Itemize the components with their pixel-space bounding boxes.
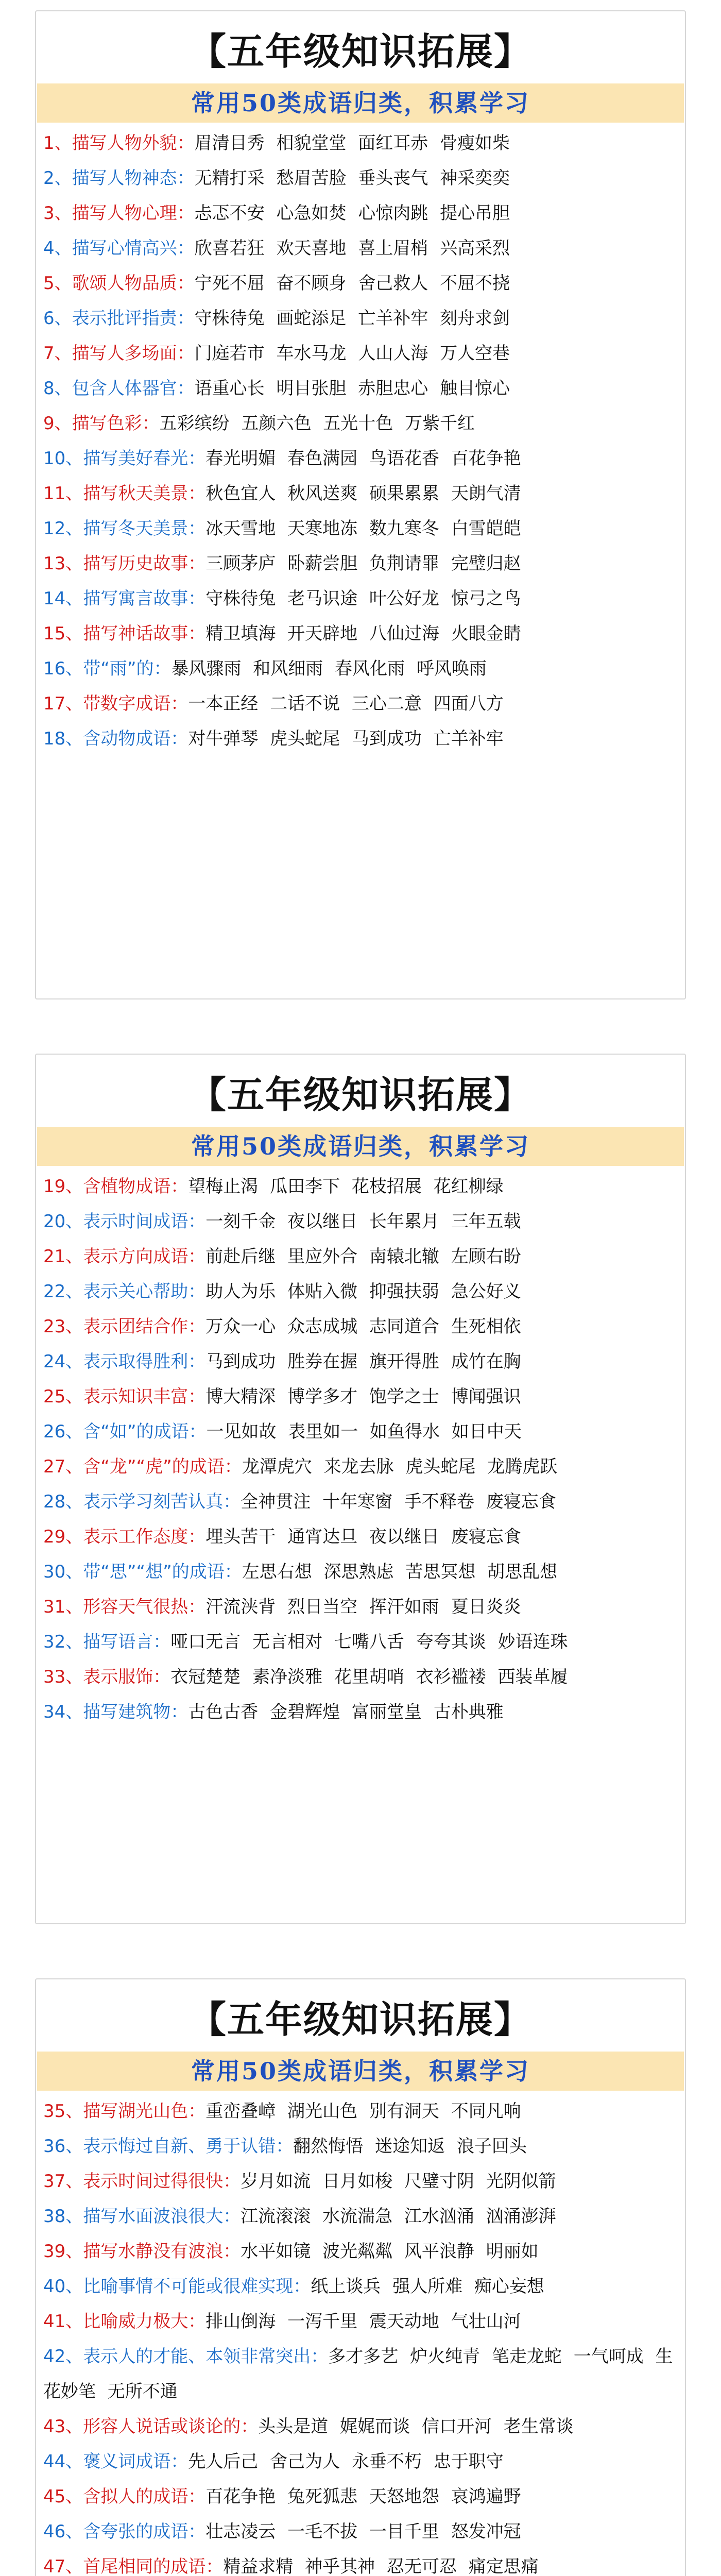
idiom-text: 眉清目秀 相貌堂堂 面红耳赤 骨瘦如柴 [194,133,510,154]
idiom-entry [43,1624,678,1659]
category-label: 15、描写神话故事： [43,623,206,644]
category-label: 13、描写历史故事： [43,553,206,574]
idiom-entry [43,1309,678,1344]
idiom-text: 五彩缤纷 五颜六色 五光十色 万紫千红 [159,413,475,434]
category-label: 19、含植物成语： [43,1176,188,1197]
idiom-entry [43,1414,678,1449]
idiom-entry [43,511,678,546]
category-label: 39、描写水静没有波浪： [43,2241,241,2262]
idiom-entry [43,2164,678,2199]
category-label: 14、描写寓言故事： [43,588,206,609]
idiom-text: 埋头苦干 通宵达旦 夜以继日 废寝忘食 [205,1527,521,1547]
category-label: 38、描写水面波浪很大： [43,2206,241,2227]
idiom-entry [43,371,678,406]
idiom-text: 龙潭虎穴 来龙去脉 虎头蛇尾 龙腾虎跃 [242,1456,558,1477]
subtitle-banner: 常用50类成语归类，积累学习 [37,1127,684,1166]
idiom-text: 博大精深 博学多才 饱学之士 博闻强识 [205,1386,521,1407]
idiom-text: 守株待兔 老马识途 叶公好龙 惊弓之鸟 [205,588,521,609]
category-label: 45、含拟人的成语： [43,2486,206,2507]
category-label: 6、表示批评指责： [43,308,195,329]
idiom-entry [43,2094,678,2129]
category-label: 23、表示团结合作： [43,1316,206,1337]
idiom-entry [43,1379,678,1414]
idiom-list [36,2091,685,2576]
idiom-text: 一刻千金 夜以继日 长年累月 三年五载 [205,1211,521,1232]
idiom-text: 汗流浃背 烈日当空 挥汗如雨 夏日炎炎 [205,1597,521,1617]
idiom-text: 左思右想 深思熟虑 苦思冥想 胡思乱想 [242,1562,558,1582]
idiom-text: 多才多艺 炉火纯青 笔走龙蛇 一气呵成 生花妙笔 无所不通 [43,2346,673,2402]
idiom-entry [43,161,678,196]
category-label: 16、带“雨”的： [43,658,171,679]
idiom-text: 重峦叠嶂 湖光山色 别有洞天 不同凡响 [205,2101,521,2122]
idiom-text: 壮志凌云 一毛不拔 一目千里 怒发冲冠 [205,2521,521,2542]
idiom-entry [43,581,678,616]
category-label: 46、含夸张的成语： [43,2521,206,2542]
idiom-entry [43,2269,678,2304]
idiom-entry [43,476,678,511]
category-label: 31、形容天气很热： [43,1597,206,1617]
idiom-text: 古色古香 金碧辉煌 富丽堂皇 古朴典雅 [188,1702,504,1722]
idiom-entry [43,1204,678,1239]
idiom-text: 对牛弹琴 虎头蛇尾 马到成功 亡羊补牢 [188,728,504,749]
category-label: 34、描写建筑物： [43,1702,188,1722]
category-label: 11、描写秋天美景： [43,483,206,504]
idiom-entry [43,2549,678,2576]
category-label: 4、描写心情高兴： [43,238,195,259]
category-label: 27、含“龙”“虎”的成语： [43,1456,242,1477]
category-label: 8、包含人体器官： [43,378,195,399]
category-label: 29、表示工作态度： [43,1527,206,1547]
idiom-text: 水平如镜 波光粼粼 风平浪静 明丽如 [241,2241,539,2262]
idiom-text: 忐忑不安 心急如焚 心惊肉跳 提心吊胆 [194,203,510,224]
idiom-entry [43,1169,678,1204]
idiom-text: 万众一心 众志成城 志同道合 生死相依 [205,1316,521,1337]
idiom-entry [43,2444,678,2479]
category-label: 20、表示时间成语： [43,1211,206,1232]
idiom-entry [43,2304,678,2339]
category-label: 40、比喻事情不可能或很难实现： [43,2276,311,2297]
idiom-text: 纸上谈兵 强人所难 痴心妄想 [311,2276,544,2297]
idiom-text: 马到成功 胜券在握 旗开得胜 成竹在胸 [205,1351,521,1372]
idiom-list [36,123,685,756]
idiom-entry [43,1344,678,1379]
idiom-entry [43,406,678,441]
idiom-text: 宁死不屈 奋不顾身 舍己救人 不屈不挠 [194,273,510,294]
idiom-entry [43,1694,678,1730]
idiom-entry [43,231,678,266]
category-label: 7、描写人多场面： [43,343,195,364]
subtitle-banner: 常用50类成语归类，积累学习 [37,2052,684,2091]
idiom-text: 精卫填海 开天辟地 八仙过海 火眼金睛 [205,623,521,644]
idiom-list [36,1166,685,1730]
idiom-entry [43,301,678,336]
idiom-text: 头头是道 娓娓而谈 信口开河 老生常谈 [258,2416,574,2437]
idiom-text: 岁月如流 日月如梭 尺璧寸阴 光阴似箭 [241,2171,556,2192]
idiom-entry [43,1239,678,1274]
idiom-text: 助人为乐 体贴入微 抑强扶弱 急公好义 [205,1281,521,1302]
idiom-entry [43,1519,678,1554]
category-label: 30、带“思”“想”的成语： [43,1562,242,1582]
category-label: 21、表示方向成语： [43,1246,206,1267]
category-label: 33、表示服饰： [43,1667,171,1687]
category-label: 32、描写语言： [43,1632,171,1652]
category-label: 25、表示知识丰富： [43,1386,206,1407]
idiom-entry [43,336,678,371]
subtitle-banner: 常用50类成语归类，积累学习 [37,83,684,123]
idiom-text: 无精打采 愁眉苦脸 垂头丧气 神采奕奕 [194,168,510,189]
idiom-text: 全神贯注 十年寒窗 手不释卷 废寝忘食 [241,1492,556,1512]
idiom-entry [43,2479,678,2514]
category-label: 12、描写冬天美景： [43,518,206,539]
idiom-text: 哑口无言 无言相对 七嘴八舌 夸夸其谈 妙语连珠 [170,1632,568,1652]
category-label: 35、描写湖光山色： [43,2101,206,2122]
idiom-text: 三顾茅庐 卧薪尝胆 负荆请罪 完璧归赵 [205,553,521,574]
idiom-entry [43,2234,678,2269]
page-card [35,1978,686,2576]
idiom-entry [43,686,678,721]
idiom-entry [43,1659,678,1694]
category-label: 24、表示取得胜利： [43,1351,206,1372]
category-label: 41、比喻威力极大： [43,2311,206,2332]
idiom-entry [43,126,678,161]
category-label: 9、描写色彩： [43,413,160,434]
category-label: 44、褒义词成语： [43,2451,188,2472]
idiom-text: 百花争艳 兔死狐悲 天怒地怨 哀鸿遍野 [205,2486,521,2507]
idiom-entry [43,196,678,231]
category-label: 10、描写美好春光： [43,448,206,469]
idiom-text: 冰天雪地 天寒地冻 数九寒冬 白雪皑皑 [205,518,521,539]
idiom-entry [43,266,678,301]
idiom-entry [43,1484,678,1519]
category-label: 3、描写人物心理： [43,203,195,224]
idiom-entry [43,441,678,476]
category-label: 42、表示人的才能、本领非常突出： [43,2346,329,2367]
idiom-entry [43,1554,678,1589]
idiom-text: 望梅止渴 瓜田李下 花枝招展 花红柳绿 [188,1176,504,1197]
idiom-text: 一见如故 表里如一 如鱼得水 如日中天 [206,1421,522,1442]
category-label: 5、歌颂人物品质： [43,273,195,294]
category-label: 47、首尾相同的成语： [43,2556,224,2576]
idiom-text: 一本正经 二话不说 三心二意 四面八方 [188,693,504,714]
idiom-text: 欣喜若狂 欢天喜地 喜上眉梢 兴高采烈 [194,238,510,259]
idiom-text: 秋色宜人 秋风送爽 硕果累累 天朗气清 [205,483,521,504]
category-label: 17、带数字成语： [43,693,188,714]
idiom-entry [43,1589,678,1624]
category-label: 43、形容人说话或谈论的： [43,2416,259,2437]
idiom-text: 暴风骤雨 和风细雨 春风化雨 呼风唤雨 [171,658,487,679]
page-title: 【五年级知识拓展】 [188,29,532,73]
category-label: 18、含动物成语： [43,728,188,749]
category-label: 36、表示悔过自新、勇于认错： [43,2136,294,2157]
idiom-entry [43,1274,678,1309]
idiom-entry [43,1449,678,1484]
page-card [35,10,686,999]
idiom-text: 春光明媚 春色满园 鸟语花香 百花争艳 [205,448,521,469]
idiom-text: 精益求精 神乎其神 忍无可忍 痛定思痛 [223,2556,539,2576]
idiom-entry [43,2129,678,2164]
page-card [35,1054,686,1924]
category-label: 26、含“如”的成语： [43,1421,207,1442]
idiom-text: 门庭若市 车水马龙 人山人海 万人空巷 [194,343,510,364]
idiom-entry [43,546,678,581]
page-title: 【五年级知识拓展】 [188,1997,532,2041]
idiom-text: 衣冠楚楚 素净淡雅 花里胡哨 衣衫褴褛 西装革履 [170,1667,568,1687]
page-title: 【五年级知识拓展】 [188,1073,532,1116]
idiom-entry [43,2199,678,2234]
idiom-text: 前赴后继 里应外合 南辕北辙 左顾右盼 [205,1246,521,1267]
idiom-text: 江流滚滚 水流湍急 江水汹涌 汹涌澎湃 [241,2206,556,2227]
idiom-entry [43,651,678,686]
category-label: 28、表示学习刻苦认真： [43,1492,241,1512]
idiom-entry [43,616,678,651]
idiom-entry [43,2409,678,2444]
idiom-text: 翻然悔悟 迷途知返 浪子回头 [293,2136,527,2157]
category-label: 2、描写人物神态： [43,168,195,189]
idiom-text: 语重心长 明目张胆 赤胆忠心 触目惊心 [194,378,510,399]
idiom-text: 先人后己 舍己为人 永垂不朽 忠于职守 [188,2451,504,2472]
idiom-entry [43,721,678,756]
category-label: 22、表示关心帮助： [43,1281,206,1302]
idiom-text: 排山倒海 一泻千里 震天动地 气壮山河 [205,2311,521,2332]
category-label: 1、描写人物外貌： [43,133,195,154]
idiom-entry [43,2339,678,2409]
category-label: 37、表示时间过得很快： [43,2171,241,2192]
idiom-text: 守株待兔 画蛇添足 亡羊补牢 刻舟求剑 [194,308,510,329]
idiom-entry [43,2514,678,2549]
